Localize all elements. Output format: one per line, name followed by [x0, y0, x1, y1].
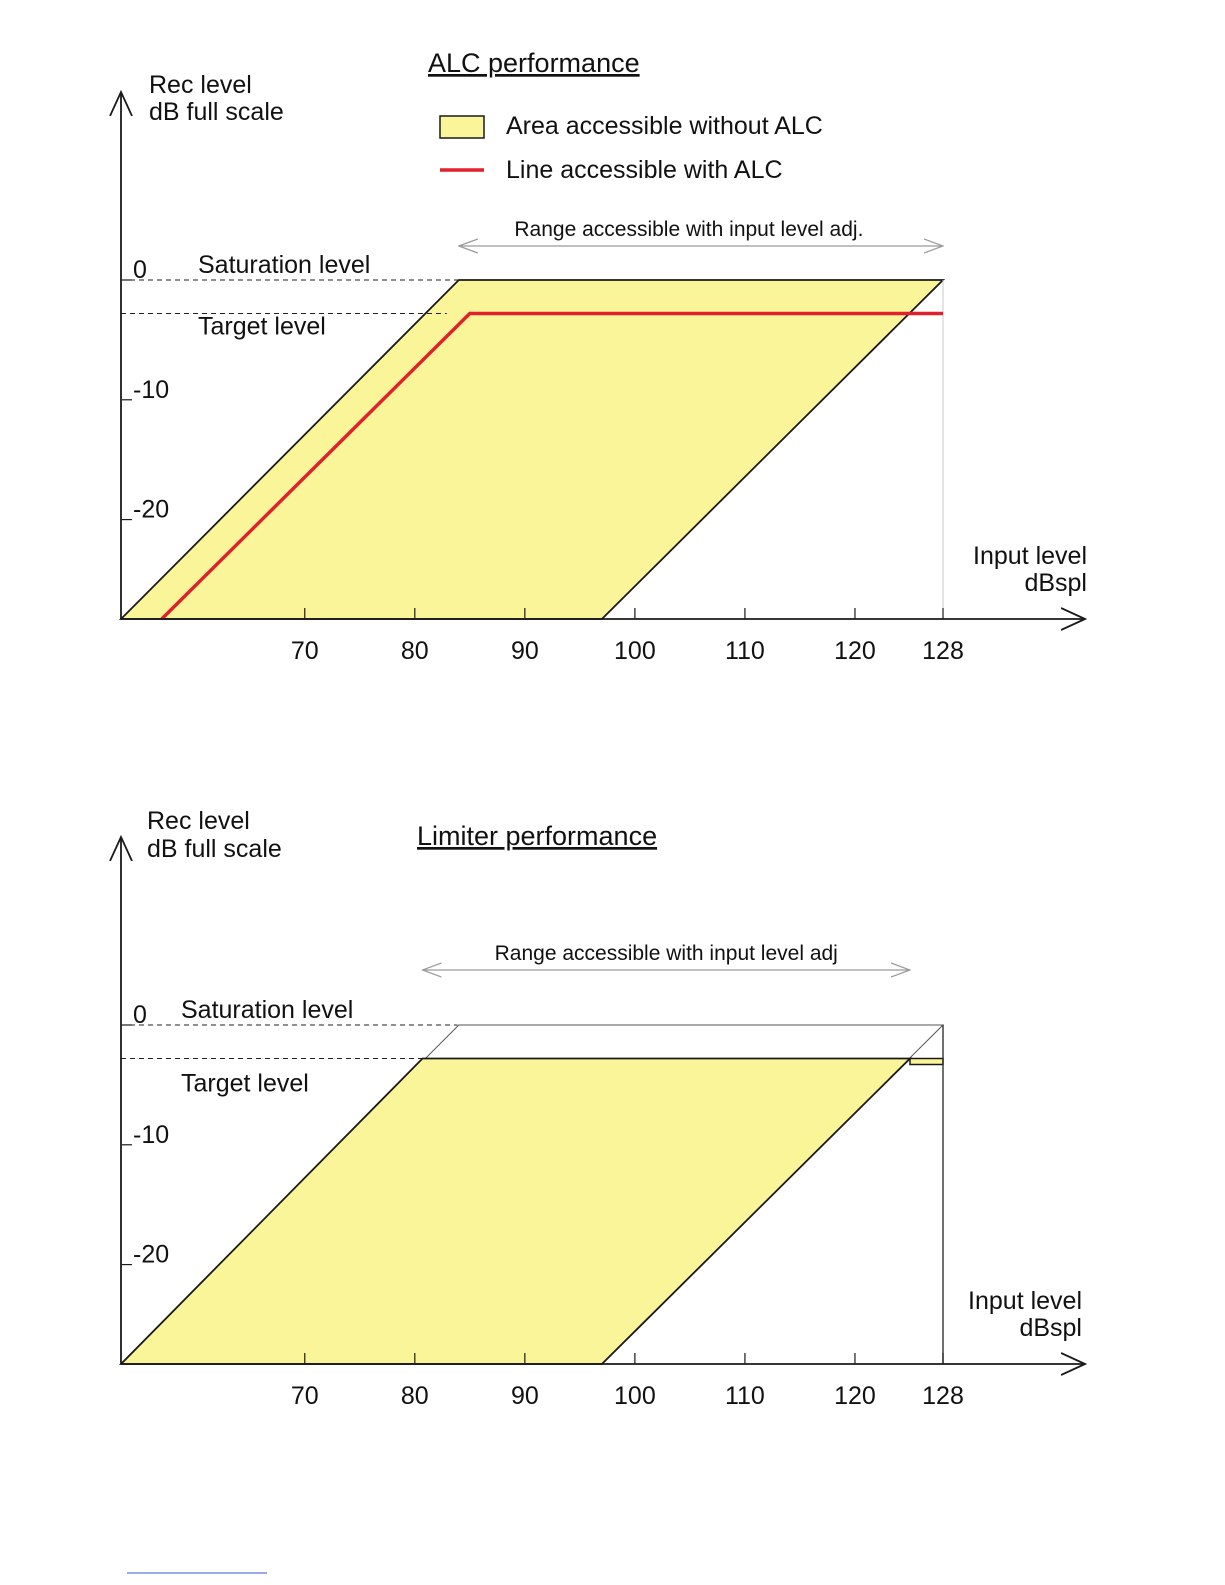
legend-label: Area accessible without ALC	[506, 112, 823, 140]
x-tick-label: 110	[724, 637, 765, 665]
x-tick-label: 90	[510, 637, 539, 665]
x-tick-label: 70	[290, 1382, 319, 1410]
limiter-chart	[121, 807, 1085, 1585]
y-tick-label: -20	[133, 495, 170, 524]
x-tick-label: 90	[510, 1382, 539, 1410]
legend-area-swatch	[440, 116, 484, 138]
y-axis-unit-label: dB full scale	[149, 98, 284, 126]
x-axis-label: Input level	[973, 542, 1087, 570]
x-tick-label: 100	[614, 1382, 656, 1410]
x-tick-label: 120	[834, 637, 876, 665]
range-label: Range accessible with input level adj.	[514, 218, 864, 241]
x-tick-label: 120	[834, 1382, 876, 1410]
y-axis-unit-label: dB full scale	[147, 835, 282, 863]
x-tick-label: 110	[724, 1382, 765, 1410]
y-axis-label: Rec level	[149, 71, 252, 99]
x-axis-unit-label: dBspl	[1024, 569, 1087, 597]
x-axis-unit-label: dBspl	[1019, 1314, 1082, 1342]
chart-title: Limiter performance	[417, 821, 658, 851]
target-level-label: Target level	[181, 1069, 309, 1098]
x-tick-label: 128	[922, 1382, 964, 1410]
y-tick-label: 0	[133, 1001, 147, 1029]
x-axis-label: Input level	[968, 1287, 1082, 1315]
saturation-level-label: Saturation level	[181, 996, 354, 1024]
alc-chart	[121, 48, 1087, 665]
target-level-label: Target level	[198, 312, 326, 341]
x-tick-label: 80	[400, 637, 429, 665]
y-tick-label: -10	[133, 1120, 170, 1149]
y-axis-label: Rec level	[147, 807, 250, 835]
limiter-strip	[910, 1059, 943, 1065]
x-tick-label: 80	[400, 1382, 429, 1410]
x-tick-label: 128	[922, 637, 964, 665]
y-tick-label: 0	[133, 256, 147, 284]
range-label: Range accessible with input level adj	[494, 942, 838, 965]
chart-title: ALC performance	[428, 48, 640, 78]
legend-label: Line accessible with ALC	[506, 156, 783, 184]
x-tick-label: 100	[614, 637, 656, 665]
accessible-area	[121, 1059, 910, 1365]
x-tick-label: 70	[290, 637, 319, 665]
y-tick-label: -10	[133, 375, 170, 404]
saturation-level-label: Saturation level	[198, 251, 371, 279]
y-tick-label: -20	[133, 1240, 170, 1269]
